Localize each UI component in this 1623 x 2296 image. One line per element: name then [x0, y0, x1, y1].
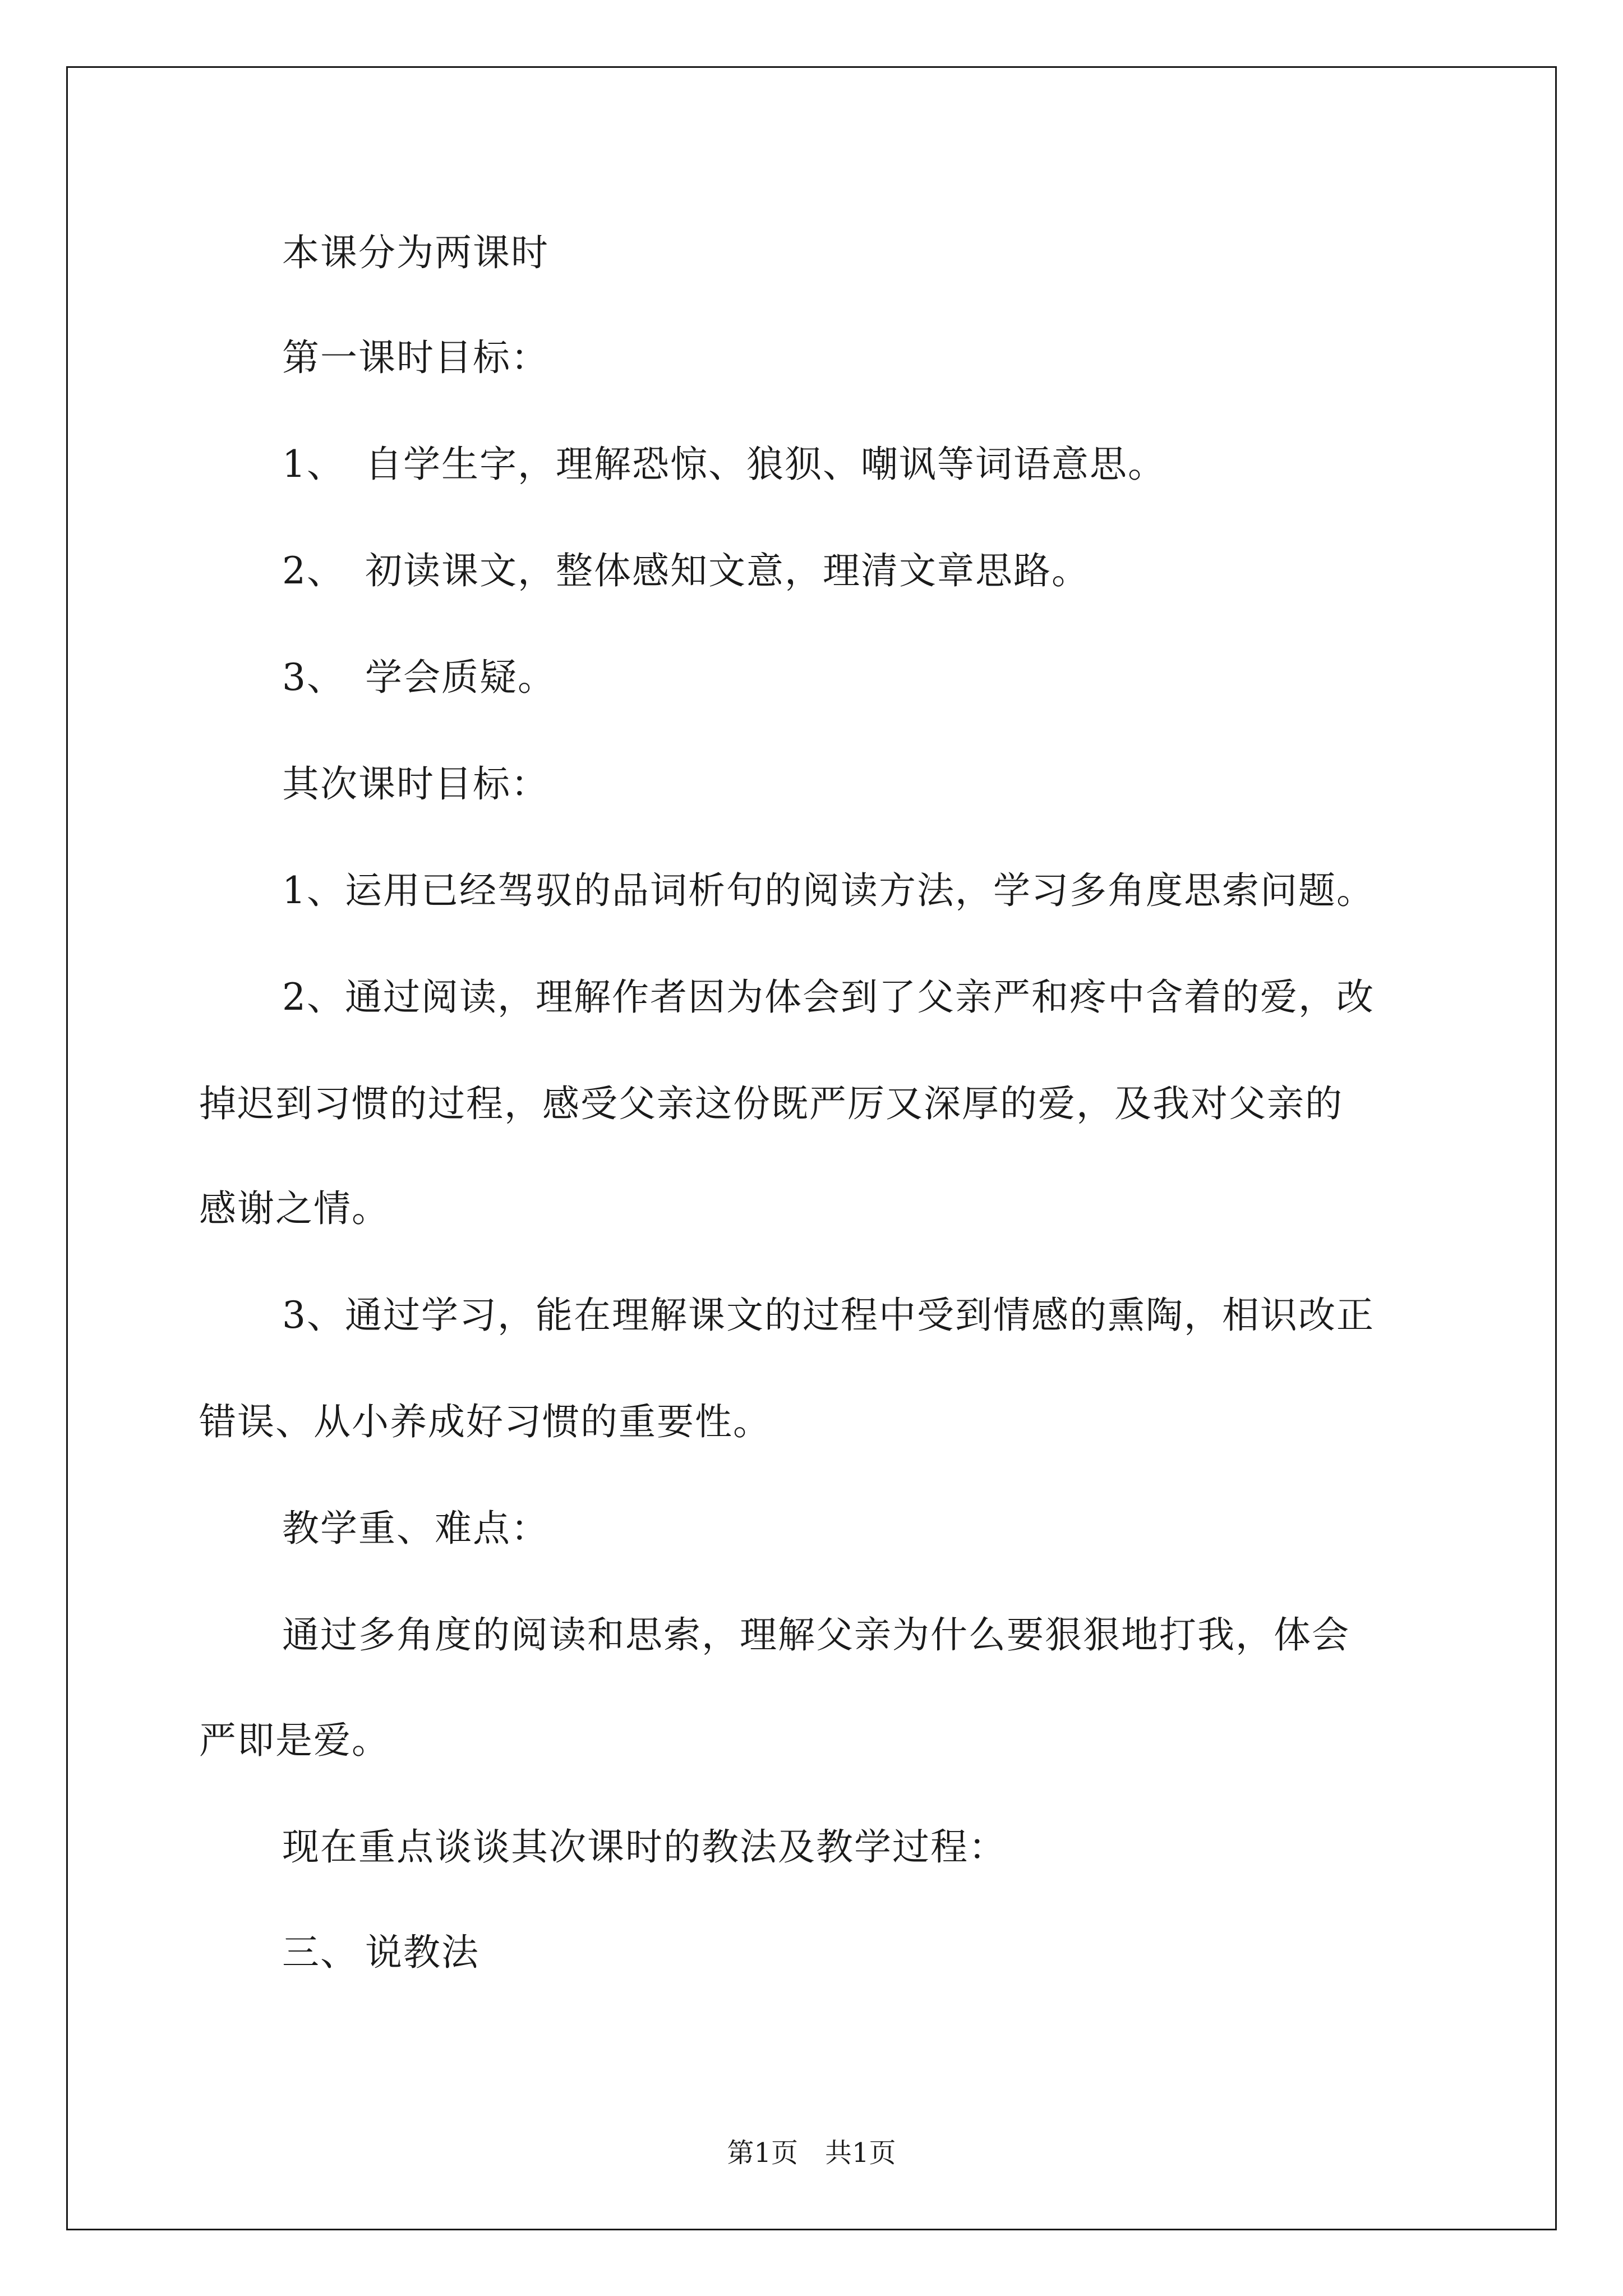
section-three-title: 说教法	[365, 1931, 479, 1974]
section-three-number: 三、	[282, 1931, 358, 1974]
key-points-line-1: 通过多角度的阅读和思索，理解父亲为什么要狠狠地打我，体会	[282, 1613, 1350, 1657]
second-goal-2-line-2: 掉迟到习惯的过程，感受父亲这份既严厉又深厚的爱，及我对父亲的	[199, 1082, 1343, 1125]
second-goal-2-line-3: 感谢之情。	[199, 1187, 390, 1230]
page-number: 第1页	[727, 2137, 798, 2169]
goal-item-2-number: 2、	[282, 549, 345, 592]
process-intro: 现在重点谈谈其次课时的教法及教学过程：	[282, 1825, 1007, 1869]
second-goal-2-line-1: 2、通过阅读，理解作者因为体会到了父亲严和疼中含着的爱，改	[282, 976, 1375, 1019]
goal-item-3	[282, 656, 556, 699]
page-footer	[0, 2137, 1623, 2169]
goal-item-1-number: 1、	[282, 443, 345, 486]
goal-item-2-text: 初读课文，整体感知文意，理清文章思路。	[365, 549, 1090, 592]
second-goal-1: 1、运用已经驾驭的品词析句的阅读方法，学习多角度思索问题。	[282, 869, 1375, 912]
goal-item-1-text: 自学生字，理解恐惊、狼狈、嘲讽等词语意思。	[365, 443, 1166, 486]
heading-second-lesson-goals: 其次课时目标：	[282, 762, 549, 806]
second-goal-3-line-2: 错误、从小养成好习惯的重要性。	[199, 1400, 771, 1443]
page-border	[66, 66, 1557, 2230]
second-goal-3-line-1: 3、通过学习，能在理解课文的过程中受到情感的熏陶，相识改正	[282, 1294, 1375, 1337]
goal-item-2	[282, 549, 1090, 592]
goal-item-1	[282, 443, 1166, 486]
heading-key-points: 教学重、难点：	[282, 1507, 549, 1550]
goal-item-3-number: 3、	[282, 656, 345, 699]
section-three-heading	[282, 1931, 479, 1974]
line-lesson-count: 本课分为两课时	[282, 231, 549, 274]
key-points-line-2: 严即是爱。	[199, 1719, 390, 1762]
goal-item-3-text: 学会质疑。	[365, 656, 556, 699]
page-total: 共1页	[825, 2137, 896, 2169]
heading-first-lesson-goals: 第一课时目标：	[282, 336, 549, 379]
